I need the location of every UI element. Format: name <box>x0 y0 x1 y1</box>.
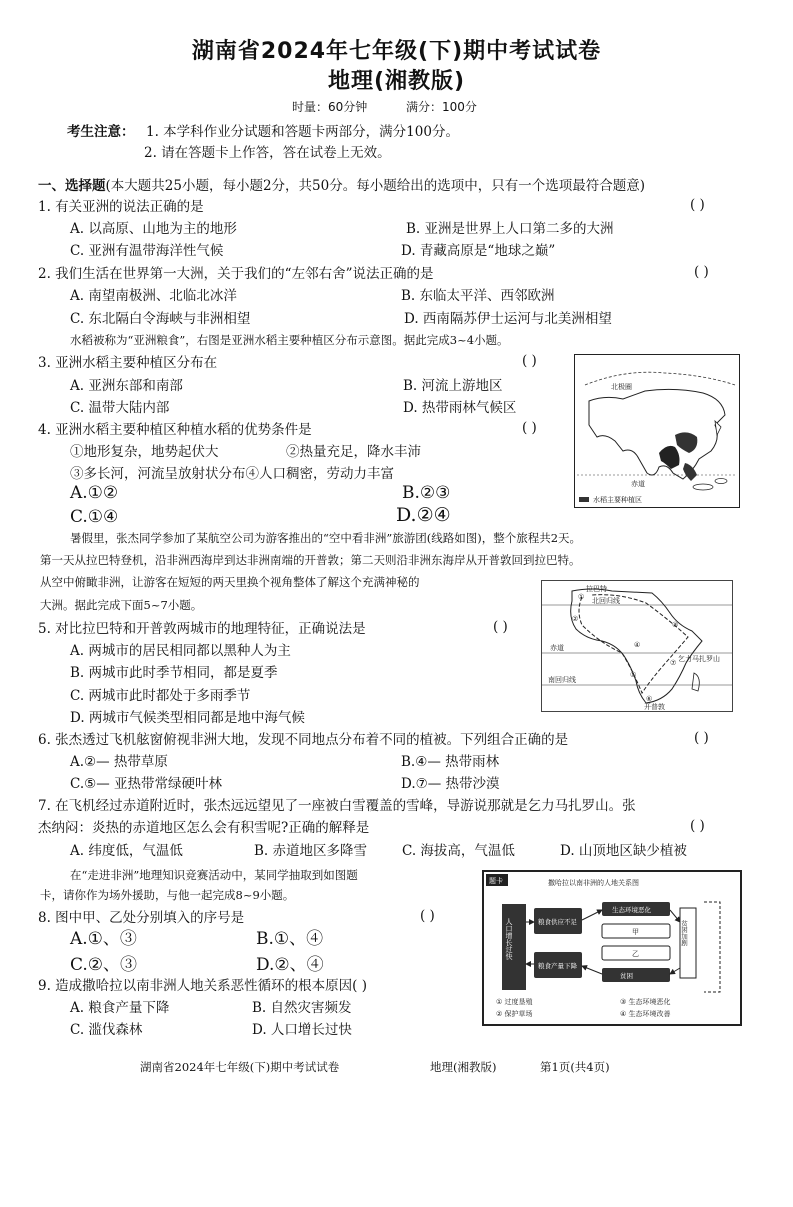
footer-page-number: 第1页(共4页) <box>540 1060 610 1074</box>
q9-option-b: B. 自然灾害频发 <box>252 1000 352 1016</box>
q1-option-c: C. 亚洲有温带海洋性气候 <box>70 243 224 259</box>
exam-full-score: 满分：100分 <box>406 100 477 114</box>
route-mark-1: ① <box>578 593 585 601</box>
q9-option-c: C. 滥伐森林 <box>70 1022 143 1038</box>
q6-option-a: A.②— 热带草原 <box>70 754 168 770</box>
q4-choice-3-4: ③多长河，河流呈放射状分布④人口稠密，劳动力丰富 <box>70 466 394 482</box>
q4-option-c: C.①④ <box>70 507 119 527</box>
arctic-circle-label: 北极圈 <box>611 383 632 391</box>
intro-q5-7-line4: 大洲。据此完成下面5~7小题。 <box>40 598 203 612</box>
q1-option-d: D. 青藏高原是“地球之巅” <box>401 243 556 259</box>
page-title: 湖南省2024年七年级(下)期中考试试卷 <box>191 39 602 64</box>
exam-time: 时量：60分钟 <box>292 100 368 114</box>
asia-map-legend: 水稻主要种植区 <box>593 496 642 504</box>
card-legend-4: ④ 生态环境改善 <box>620 1010 671 1018</box>
notice-item-1: 1. 本学科作业分试题和答题卡两部分，满分100分。 <box>146 124 459 140</box>
q3-option-b: B. 河流上游地区 <box>403 378 503 394</box>
route-mark-6: ⑥ <box>646 695 653 703</box>
q3-answer-paren: ( ) <box>522 353 537 369</box>
q6-stem: 6. 张杰透过飞机舷窗俯视非洲大地，发现不同地点分布着不同的植被。下列组合正确的是 <box>38 732 569 748</box>
q3-option-d: D. 热带雨林气候区 <box>403 400 517 416</box>
q2-option-a: A. 南望南极洲、北临北冰洋 <box>70 288 237 304</box>
q4-option-d: D.②④ <box>396 504 451 526</box>
card-legend-2: ② 保护草场 <box>496 1010 533 1018</box>
q4-choice-2: ②热量充足，降水丰沛 <box>286 444 421 460</box>
q5-option-d: D. 两城市气候类型相同都是地中海气候 <box>70 710 305 726</box>
human-land-relation-card <box>482 870 742 1026</box>
footer-subject: 地理(湘教版) <box>430 1060 497 1074</box>
q4-choice-1: ①地形复杂，地势起伏大 <box>70 444 219 460</box>
q7-option-c: C. 海拔高，气温低 <box>402 843 515 859</box>
card-box-jia: 甲 <box>632 928 639 936</box>
route-mark-7: ⑦ <box>670 659 677 667</box>
card-box-grain: 粮食产量下降 <box>538 962 577 970</box>
q6-answer-paren: ( ) <box>694 730 709 746</box>
capetown-label: 开普敦 <box>644 703 665 711</box>
card-box-poverty: 贫困加剧 <box>680 920 688 946</box>
notice-label: 考生注意： <box>67 124 135 140</box>
q7-option-d: D. 山顶地区缺少植被 <box>560 843 687 859</box>
q1-option-a: A. 以高原、山地为主的地形 <box>70 221 237 237</box>
q3-stem: 3. 亚洲水稻主要种植区分布在 <box>38 355 218 371</box>
q8-option-c: C.②、③ <box>70 955 138 975</box>
notice-item-2: 2. 请在答题卡上作答，答在试卷上无效。 <box>144 145 391 161</box>
route-mark-2: ② <box>572 615 579 623</box>
route-mark-4: ④ <box>634 641 641 649</box>
q2-option-b: B. 东临太平洋、西邻欧洲 <box>401 288 555 304</box>
q4-option-a: A.①② <box>70 483 119 503</box>
q8-option-a: A.①、③ <box>70 929 137 949</box>
card-legend-3: ③ 生态环境恶化 <box>620 998 671 1006</box>
q5-option-a: A. 两城市的居民相同都以黑种人为主 <box>70 643 291 659</box>
q7-option-a: A. 纬度低，气温低 <box>70 843 183 859</box>
intro-q5-7-line1: 暑假里，张杰同学参加了某航空公司为游客推出的“空中看非洲”旅游团(线路如图)，整个旅程共2天。 <box>70 531 582 545</box>
card-box-poor: 贫困 <box>620 972 633 980</box>
equator-label-africa: 赤道 <box>550 644 564 652</box>
equator-label-asia: 赤道 <box>631 480 645 488</box>
q3-option-c: C. 温带大陆内部 <box>70 400 170 416</box>
card-box-env: 生态环境恶化 <box>612 906 651 914</box>
tropic-north-label: 北回归线 <box>592 597 620 605</box>
q9-option-a: A. 粮食产量下降 <box>70 1000 170 1016</box>
q7-option-b: B. 赤道地区多降雪 <box>254 843 368 859</box>
q4-answer-paren: ( ) <box>522 420 537 436</box>
card-box-food: 粮食供应不足 <box>538 918 577 926</box>
q9-option-d: D. 人口增长过快 <box>252 1022 352 1038</box>
q3-option-a: A. 亚洲东部和南部 <box>70 378 183 394</box>
q2-option-c: C. 东北隔白令海峡与非洲相望 <box>70 311 251 327</box>
q6-option-d: D.⑦— 热带沙漠 <box>401 776 500 792</box>
card-box-population: 人口增长过快 <box>505 918 513 960</box>
route-mark-5: ⑤ <box>630 671 637 679</box>
q1-stem: 1. 有关亚洲的说法正确的是 <box>38 199 204 215</box>
q7-stem-line2: 杰纳闷：炎热的赤道地区怎么会有积雪呢?正确的解释是 <box>38 820 370 836</box>
footer-exam-name: 湖南省2024年七年级(下)期中考试试卷 <box>140 1060 340 1074</box>
section-heading: 一、选择题(本大题共25小题，每小题2分，共50分。每小题给出的选项中，只有一个选项最符合题意) <box>38 178 645 194</box>
q5-option-b: B. 两城市此时季节相同，都是夏季 <box>70 665 278 681</box>
kilimanjaro-label: 乞力马扎罗山 <box>678 655 720 663</box>
q8-option-b: B.①、④ <box>256 929 324 949</box>
q5-stem: 5. 对比拉巴特和开普敦两城市的地理特征，正确说法是 <box>38 621 366 637</box>
q4-stem: 4. 亚洲水稻主要种植区种植水稻的优势条件是 <box>38 422 312 438</box>
card-tag: 题卡 <box>489 877 503 885</box>
q8-stem: 8. 图中甲、乙处分别填入的序号是 <box>38 910 245 926</box>
route-mark-3: ③ <box>672 621 679 629</box>
q7-answer-paren: ( ) <box>690 818 705 834</box>
tropic-south-label: 南回归线 <box>548 676 576 684</box>
q1-answer-paren: ( ) <box>690 197 705 213</box>
asia-rice-map <box>574 354 740 508</box>
q5-answer-paren: ( ) <box>493 619 508 635</box>
intro-q8-9-line1: 在“走进非洲”地理知识竞赛活动中，某同学抽取到如图题 <box>70 868 358 882</box>
q6-option-c: C.⑤— 亚热带常绿硬叶林 <box>70 776 223 792</box>
q2-answer-paren: ( ) <box>694 264 709 280</box>
q8-option-d: D.②、④ <box>256 955 324 975</box>
intro-q5-7-line2: 第一天从拉巴特登机，沿非洲西海岸到达非洲南端的开普敦；第二天则沿非洲东海岸从开普敦回到拉巴特。 <box>40 553 581 567</box>
africa-route-map <box>541 580 733 712</box>
intro-q5-7-line3: 从空中俯瞰非洲，让游客在短短的两天里换个视角整体了解这个充满神秘的 <box>40 575 420 589</box>
page-subtitle: 地理(湘教版) <box>327 69 466 94</box>
q4-option-b: B.②③ <box>402 483 451 503</box>
rabat-label: 拉巴特 <box>586 585 607 593</box>
card-box-yi: 乙 <box>632 950 639 958</box>
card-title: 撒哈拉以南非洲的人地关系图 <box>548 879 639 887</box>
intro-q8-9-line2: 卡，请你作为场外援助，与他一起完成8~9小题。 <box>40 888 295 902</box>
q7-stem-line1: 7. 在飞机经过赤道附近时，张杰远远望见了一座被白雪覆盖的雪峰，导游说那就是乞力马扎罗山。张 <box>38 798 636 814</box>
card-legend-1: ① 过度垦殖 <box>496 998 533 1006</box>
q2-option-d: D. 西南隔苏伊士运河与北美洲相望 <box>404 311 612 327</box>
q5-option-c: C. 两城市此时都处于多雨季节 <box>70 688 251 704</box>
q2-stem: 2. 我们生活在世界第一大洲，关于我们的“左邻右舍”说法正确的是 <box>38 266 434 282</box>
q1-option-b: B. 亚洲是世界上人口第二多的大洲 <box>406 221 614 237</box>
q8-answer-paren: ( ) <box>420 908 435 924</box>
intro-q3-4: 水稻被称为“亚洲粮食”，右图是亚洲水稻主要种植区分布示意图。据此完成3~4小题。 <box>70 333 509 347</box>
q6-option-b: B.④— 热带雨林 <box>401 754 500 770</box>
q9-stem: 9. 造成撒哈拉以南非洲人地关系恶性循环的根本原因( ) <box>38 978 367 994</box>
